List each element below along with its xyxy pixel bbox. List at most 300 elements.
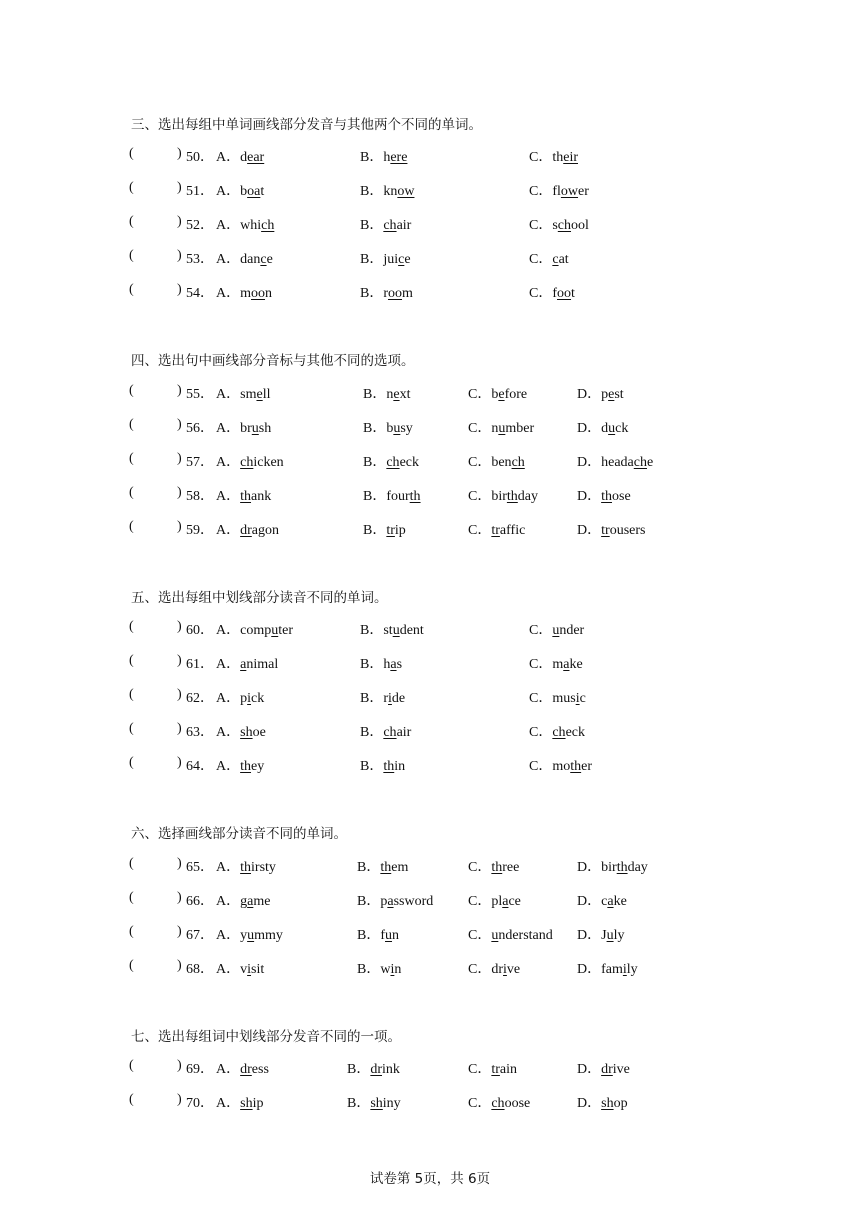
section-title: 四、选出句中画线部分音标与其他不同的选项。 (131, 353, 415, 369)
option-label: D． (577, 928, 602, 943)
answer-blank-close[interactable]: ) (177, 485, 182, 500)
question-number: 65． (186, 860, 214, 875)
option-word (601, 1096, 627, 1111)
underlined-letters: e (256, 387, 263, 402)
question-number: 67． (186, 928, 214, 943)
word-part: de (391, 691, 406, 706)
option-word (601, 387, 624, 402)
option-word (240, 286, 272, 301)
option-word (552, 286, 575, 301)
answer-blank-open[interactable]: ( (129, 1058, 134, 1073)
word-part: ben (491, 455, 512, 470)
word-part: f (552, 286, 558, 301)
option-label: C． (529, 759, 553, 774)
option-word (240, 455, 284, 470)
word-part: in (394, 759, 406, 774)
answer-blank-open[interactable]: ( (129, 619, 134, 634)
question-row (0, 214, 860, 234)
word-part: b (240, 184, 248, 199)
word-part: ose (612, 489, 631, 504)
option-word (601, 489, 631, 504)
answer-blank-close[interactable]: ) (177, 687, 182, 702)
underlined-letters: th (240, 759, 252, 774)
option-label: D． (577, 860, 602, 875)
option-word (601, 455, 653, 470)
option-word (383, 725, 411, 740)
answer-blank-open[interactable]: ( (129, 180, 134, 195)
option-label: B． (360, 286, 384, 301)
option-c (468, 958, 520, 978)
option-word (601, 894, 627, 909)
answer-blank-close[interactable]: ) (177, 958, 182, 973)
option-word (380, 894, 433, 909)
option-label: D． (577, 455, 602, 470)
underlined-letters: ch (383, 218, 397, 233)
answer-blank-open[interactable]: ( (129, 721, 134, 736)
word-part: dan (240, 252, 261, 267)
word-part: comp (240, 623, 272, 638)
word-part: air (396, 218, 412, 233)
underlined-letters: ow (397, 184, 415, 199)
word-part: d (601, 421, 609, 436)
underlined-letters: u (606, 928, 614, 943)
word-part: whi (240, 218, 262, 233)
option-label: D． (577, 894, 602, 909)
option-label: C． (468, 962, 492, 977)
underlined-letters: oo (251, 286, 266, 301)
word-part: n (392, 928, 400, 943)
word-part: n (394, 962, 402, 977)
option-c (529, 248, 569, 268)
answer-blank-close[interactable]: ) (177, 383, 182, 398)
option-label: A． (216, 252, 241, 267)
underlined-letters: th (601, 489, 613, 504)
answer-blank-close[interactable]: ) (177, 519, 182, 534)
option-b (360, 687, 405, 707)
question-row (0, 721, 860, 741)
underlined-letters: tr (601, 523, 610, 538)
option-label: B． (360, 691, 384, 706)
option-a (216, 653, 278, 673)
option-b (363, 519, 406, 539)
question-number: 69． (186, 1062, 214, 1077)
option-label: A． (216, 894, 241, 909)
word-part: day (517, 489, 539, 504)
word-part: pl (491, 894, 503, 909)
option-a (216, 687, 264, 707)
option-label: B． (363, 489, 387, 504)
option-b (360, 755, 405, 775)
underlined-letters: i (575, 691, 580, 706)
answer-blank-close[interactable]: ) (177, 451, 182, 466)
option-label: B． (357, 894, 381, 909)
option-c (468, 451, 525, 471)
option-label: B． (357, 962, 381, 977)
option-word (383, 286, 413, 301)
option-word (240, 623, 293, 638)
word-part: h (383, 657, 391, 672)
word-part: er (581, 759, 593, 774)
option-d (577, 856, 648, 876)
answer-blank-open[interactable]: ( (129, 485, 134, 500)
option-label: C． (529, 657, 553, 672)
underlined-letters: ch (511, 455, 525, 470)
option-d (577, 519, 645, 539)
option-a (216, 755, 264, 775)
question-number: 62． (186, 691, 214, 706)
section-title: 五、选出每组中划线部分读音不同的单词。 (131, 590, 388, 606)
underlined-letters: oa (247, 184, 261, 199)
answer-blank-close[interactable]: ) (177, 248, 182, 263)
underlined-letters: a (563, 657, 570, 672)
word-part: n (386, 387, 394, 402)
section-title: 三、选出每组中单词画线部分发音与其他两个不同的单词。 (131, 117, 482, 133)
word-part: m (402, 286, 413, 301)
option-word (386, 387, 410, 402)
answer-blank-close[interactable]: ) (177, 619, 182, 634)
option-label: D． (577, 489, 602, 504)
underlined-letters: ch (261, 218, 275, 233)
answer-blank-open[interactable]: ( (129, 890, 134, 905)
answer-blank-open[interactable]: ( (129, 856, 134, 871)
answer-blank-open[interactable]: ( (129, 383, 134, 398)
question-row (0, 856, 860, 876)
question-number: 58． (186, 489, 214, 504)
option-d (577, 451, 653, 471)
option-b (363, 417, 413, 437)
option-word (240, 691, 264, 706)
word-part: e (647, 455, 654, 470)
option-label: A． (216, 1062, 241, 1077)
question-row (0, 417, 860, 437)
option-label: C． (529, 286, 553, 301)
underlined-letters: u (498, 421, 506, 436)
option-b (360, 619, 424, 639)
word-part: st (614, 387, 624, 402)
underlined-letters: a (387, 894, 394, 909)
option-word (386, 455, 419, 470)
answer-blank-close[interactable]: ) (177, 755, 182, 770)
word-part: oose (504, 1096, 531, 1111)
option-c (468, 1092, 530, 1112)
underlined-letters: i (388, 691, 392, 706)
word-part: ter (278, 623, 293, 638)
option-a (216, 519, 279, 539)
option-label: A． (216, 523, 241, 538)
option-label: B． (360, 725, 384, 740)
word-part: mber (505, 421, 535, 436)
word-part: air (396, 725, 412, 740)
answer-blank-close[interactable]: ) (177, 721, 182, 736)
option-label: D． (577, 962, 602, 977)
answer-blank-close[interactable]: ) (177, 856, 182, 871)
word-part: kn (383, 184, 398, 199)
underlined-letters: dr (240, 1062, 252, 1077)
word-part: st (383, 623, 393, 638)
word-part: s (396, 657, 403, 672)
answer-blank-close[interactable]: ) (177, 146, 182, 161)
underlined-letters: dr (240, 523, 252, 538)
underlined-letters: tr (491, 1062, 500, 1077)
option-label: C． (529, 623, 553, 638)
word-part: s (552, 218, 558, 233)
word-part: ain (499, 1062, 518, 1077)
question-row (0, 653, 860, 673)
answer-blank-open[interactable]: ( (129, 519, 134, 534)
option-word (552, 657, 582, 672)
option-a (216, 924, 283, 944)
underlined-letters: u (392, 623, 400, 638)
answer-blank-close[interactable]: ) (177, 890, 182, 905)
word-part: sm (240, 387, 257, 402)
option-label: B． (347, 1062, 371, 1077)
word-part: b (386, 421, 394, 436)
word-part: ess (251, 1062, 269, 1077)
question-number: 50． (186, 150, 214, 165)
answer-blank-open[interactable]: ( (129, 282, 134, 297)
underlined-letters: ear (247, 150, 265, 165)
word-part: ink (382, 1062, 400, 1077)
option-word (601, 928, 624, 943)
answer-blank-open[interactable]: ( (129, 687, 134, 702)
word-part: day (627, 860, 648, 875)
underlined-letters: a (607, 894, 614, 909)
option-label: C． (468, 1096, 492, 1111)
option-c (529, 180, 589, 200)
answer-blank-open[interactable]: ( (129, 248, 134, 263)
option-label: B． (357, 928, 381, 943)
word-part: y (240, 928, 248, 943)
option-label: A． (216, 928, 241, 943)
word-part: fore (504, 387, 528, 402)
option-a (216, 282, 272, 302)
underlined-letters: u (552, 623, 560, 638)
option-label: B． (360, 150, 384, 165)
question-row (0, 485, 860, 505)
question-row (0, 755, 860, 775)
option-word (370, 1062, 400, 1077)
word-part: ool (571, 218, 589, 233)
option-d (577, 1092, 628, 1112)
word-part: four (386, 489, 410, 504)
option-word (491, 894, 521, 909)
word-part: fl (552, 184, 561, 199)
underlined-letters: i (503, 962, 507, 977)
section-title: 六、选择画线部分读音不同的单词。 (131, 826, 347, 842)
underlined-letters: eir (563, 150, 578, 165)
word-part: r (383, 691, 389, 706)
option-a (216, 1058, 269, 1078)
option-label: A． (216, 218, 241, 233)
word-part: eck (565, 725, 585, 740)
answer-blank-close[interactable]: ) (177, 282, 182, 297)
underlined-letters: sh (240, 725, 253, 740)
word-part: c (601, 894, 608, 909)
option-word (491, 1062, 517, 1077)
word-part: affic (499, 523, 526, 538)
underlined-letters: i (390, 962, 395, 977)
word-part: jui (383, 252, 399, 267)
option-word (552, 623, 584, 638)
option-label: A． (216, 691, 241, 706)
word-part: ssword (393, 894, 434, 909)
option-c (468, 1058, 517, 1078)
answer-blank-close[interactable]: ) (177, 924, 182, 939)
word-part: fam (601, 962, 623, 977)
option-label: A． (216, 759, 241, 774)
option-label: C． (468, 860, 492, 875)
underlined-letters: u (385, 928, 393, 943)
underlined-letters: th (380, 860, 392, 875)
question-number: 54． (186, 286, 214, 301)
option-b (347, 1092, 401, 1112)
option-word (552, 691, 585, 706)
underlined-letters: u (271, 623, 279, 638)
answer-blank-open[interactable]: ( (129, 755, 134, 770)
answer-blank-open[interactable]: ( (129, 958, 134, 973)
question-number: 68． (186, 962, 214, 977)
option-label: C． (468, 523, 492, 538)
answer-blank-open[interactable]: ( (129, 417, 134, 432)
underlined-letters: sh (601, 1096, 614, 1111)
option-word (552, 184, 589, 199)
word-part: ck (615, 421, 629, 436)
question-row (0, 619, 860, 639)
option-a (216, 180, 264, 200)
answer-blank-close[interactable]: ) (177, 653, 182, 668)
option-c (468, 856, 519, 876)
answer-blank-open[interactable]: ( (129, 214, 134, 229)
option-b (347, 1058, 400, 1078)
word-part: ank (251, 489, 272, 504)
word-part: nder (559, 623, 585, 638)
option-label: D． (577, 421, 602, 436)
answer-blank-close[interactable]: ) (177, 417, 182, 432)
option-label: A． (216, 286, 241, 301)
option-label: B． (357, 860, 381, 875)
answer-blank-close[interactable]: ) (177, 180, 182, 195)
word-part: ke (569, 657, 583, 672)
word-part: sy (400, 421, 413, 436)
answer-blank-open[interactable]: ( (129, 1092, 134, 1107)
option-c (468, 519, 525, 539)
option-word (491, 489, 538, 504)
question-row (0, 451, 860, 471)
answer-blank-open[interactable]: ( (129, 924, 134, 939)
option-label: C． (468, 928, 492, 943)
option-word (491, 455, 524, 470)
option-word (240, 759, 264, 774)
option-word (491, 962, 520, 977)
option-label: A． (216, 962, 241, 977)
word-part: p (601, 387, 609, 402)
underlined-letters: dr (370, 1062, 383, 1077)
word-part: n (491, 421, 499, 436)
word-part: mo (552, 759, 571, 774)
option-label: C． (529, 691, 553, 706)
question-number: 70． (186, 1096, 214, 1111)
underlined-letters: c (260, 252, 267, 267)
word-part: er (578, 184, 589, 199)
word-part: d (240, 150, 248, 165)
underlined-letters: i (247, 962, 252, 977)
underlined-letters: a (247, 894, 254, 909)
option-b (360, 146, 407, 166)
option-c (468, 890, 521, 910)
question-number: 53． (186, 252, 214, 267)
word-part: ree (502, 860, 520, 875)
word-part: dent (399, 623, 424, 638)
word-part: g (240, 894, 248, 909)
word-part: th (552, 150, 564, 165)
option-label: C． (529, 184, 553, 199)
page-footer: 试卷第 5页，共 6页 (369, 1171, 491, 1187)
option-b (363, 451, 419, 471)
word-part: h (383, 150, 391, 165)
word-part: ke (613, 894, 627, 909)
option-b (363, 383, 410, 403)
word-part: ce (508, 894, 521, 909)
word-part: em (391, 860, 409, 875)
option-d (577, 383, 624, 403)
underlined-letters: ch (491, 1096, 505, 1111)
option-word (240, 150, 264, 165)
word-part: m (552, 657, 564, 672)
question-number: 57． (186, 455, 214, 470)
word-part: mus (552, 691, 576, 706)
answer-blank-close[interactable]: ) (177, 214, 182, 229)
option-label: B． (347, 1096, 371, 1111)
answer-blank-close[interactable]: ) (177, 1058, 182, 1073)
word-part: c (579, 691, 586, 706)
underlined-letters: u (393, 421, 401, 436)
question-row (0, 383, 860, 403)
option-word (552, 218, 589, 233)
answer-blank-open[interactable]: ( (129, 451, 134, 466)
answer-blank-close[interactable]: ) (177, 1092, 182, 1107)
option-label: B． (360, 184, 384, 199)
word-part: J (601, 928, 607, 943)
option-c (468, 383, 527, 403)
option-a (216, 958, 264, 978)
option-label: C． (468, 455, 492, 470)
option-a (216, 485, 271, 505)
option-d (577, 890, 627, 910)
option-a (216, 856, 276, 876)
underlined-letters: u (247, 928, 255, 943)
option-a (216, 383, 270, 403)
option-word (491, 928, 552, 943)
underlined-letters: tr (491, 523, 500, 538)
option-word (601, 523, 645, 538)
option-a (216, 417, 271, 437)
option-word (552, 252, 568, 267)
answer-blank-open[interactable]: ( (129, 146, 134, 161)
option-a (216, 248, 273, 268)
option-c (529, 146, 578, 166)
option-word (240, 860, 276, 875)
word-part: p (240, 691, 248, 706)
option-word (370, 1096, 400, 1111)
option-word (240, 928, 283, 943)
word-part: dr (491, 962, 504, 977)
option-b (363, 485, 421, 505)
underlined-letters: oo (557, 286, 572, 301)
option-a (216, 890, 270, 910)
option-label: A． (216, 184, 241, 199)
answer-blank-open[interactable]: ( (129, 653, 134, 668)
word-part: ly (613, 928, 625, 943)
